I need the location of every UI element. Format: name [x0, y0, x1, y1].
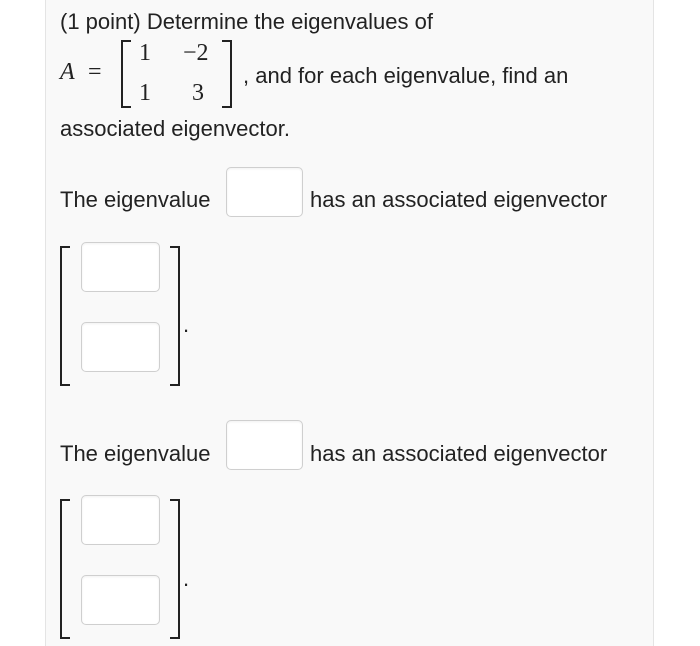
problem-panel	[45, 0, 654, 646]
matrix-left-bracket	[121, 40, 131, 108]
matrix-cell: −2	[183, 40, 209, 66]
eigenvalue-label-2: The eigenvalue	[60, 441, 211, 466]
matrix-right-bracket	[222, 40, 232, 108]
problem-intro: (1 point) Determine the eigenvalues of	[60, 9, 433, 34]
vector-left-bracket-1	[60, 246, 70, 386]
matrix-name: A	[60, 59, 75, 85]
vector-period-2: .	[183, 566, 190, 591]
eigenvector-1-component-2-input[interactable]	[81, 322, 160, 372]
eigenvector-label-2: has an associated eigenvector	[310, 441, 608, 466]
eigenvector-1-component-1-input[interactable]	[81, 242, 160, 292]
eigenvector-2-component-2-input[interactable]	[81, 575, 160, 625]
eigenvector-label-1: has an associated eigenvector	[310, 187, 608, 212]
eigenvector-2-component-1-input[interactable]	[81, 495, 160, 545]
eigenvalue-input-2[interactable]	[226, 420, 303, 470]
eigenvalue-input-1[interactable]	[226, 167, 303, 217]
matrix-cell: 3	[192, 80, 204, 106]
eigenvalue-label-1: The eigenvalue	[60, 187, 211, 212]
vector-right-bracket-1	[170, 246, 180, 386]
vector-period-1: .	[183, 312, 190, 337]
problem-line-3: associated eigenvector.	[60, 116, 290, 141]
vector-left-bracket-2	[60, 499, 70, 639]
matrix-cell: 1	[139, 40, 151, 66]
equals-sign: =	[88, 59, 102, 85]
vector-right-bracket-2	[170, 499, 180, 639]
problem-continuation: , and for each eigenvalue, find an	[243, 63, 569, 88]
matrix-cell: 1	[139, 80, 151, 106]
